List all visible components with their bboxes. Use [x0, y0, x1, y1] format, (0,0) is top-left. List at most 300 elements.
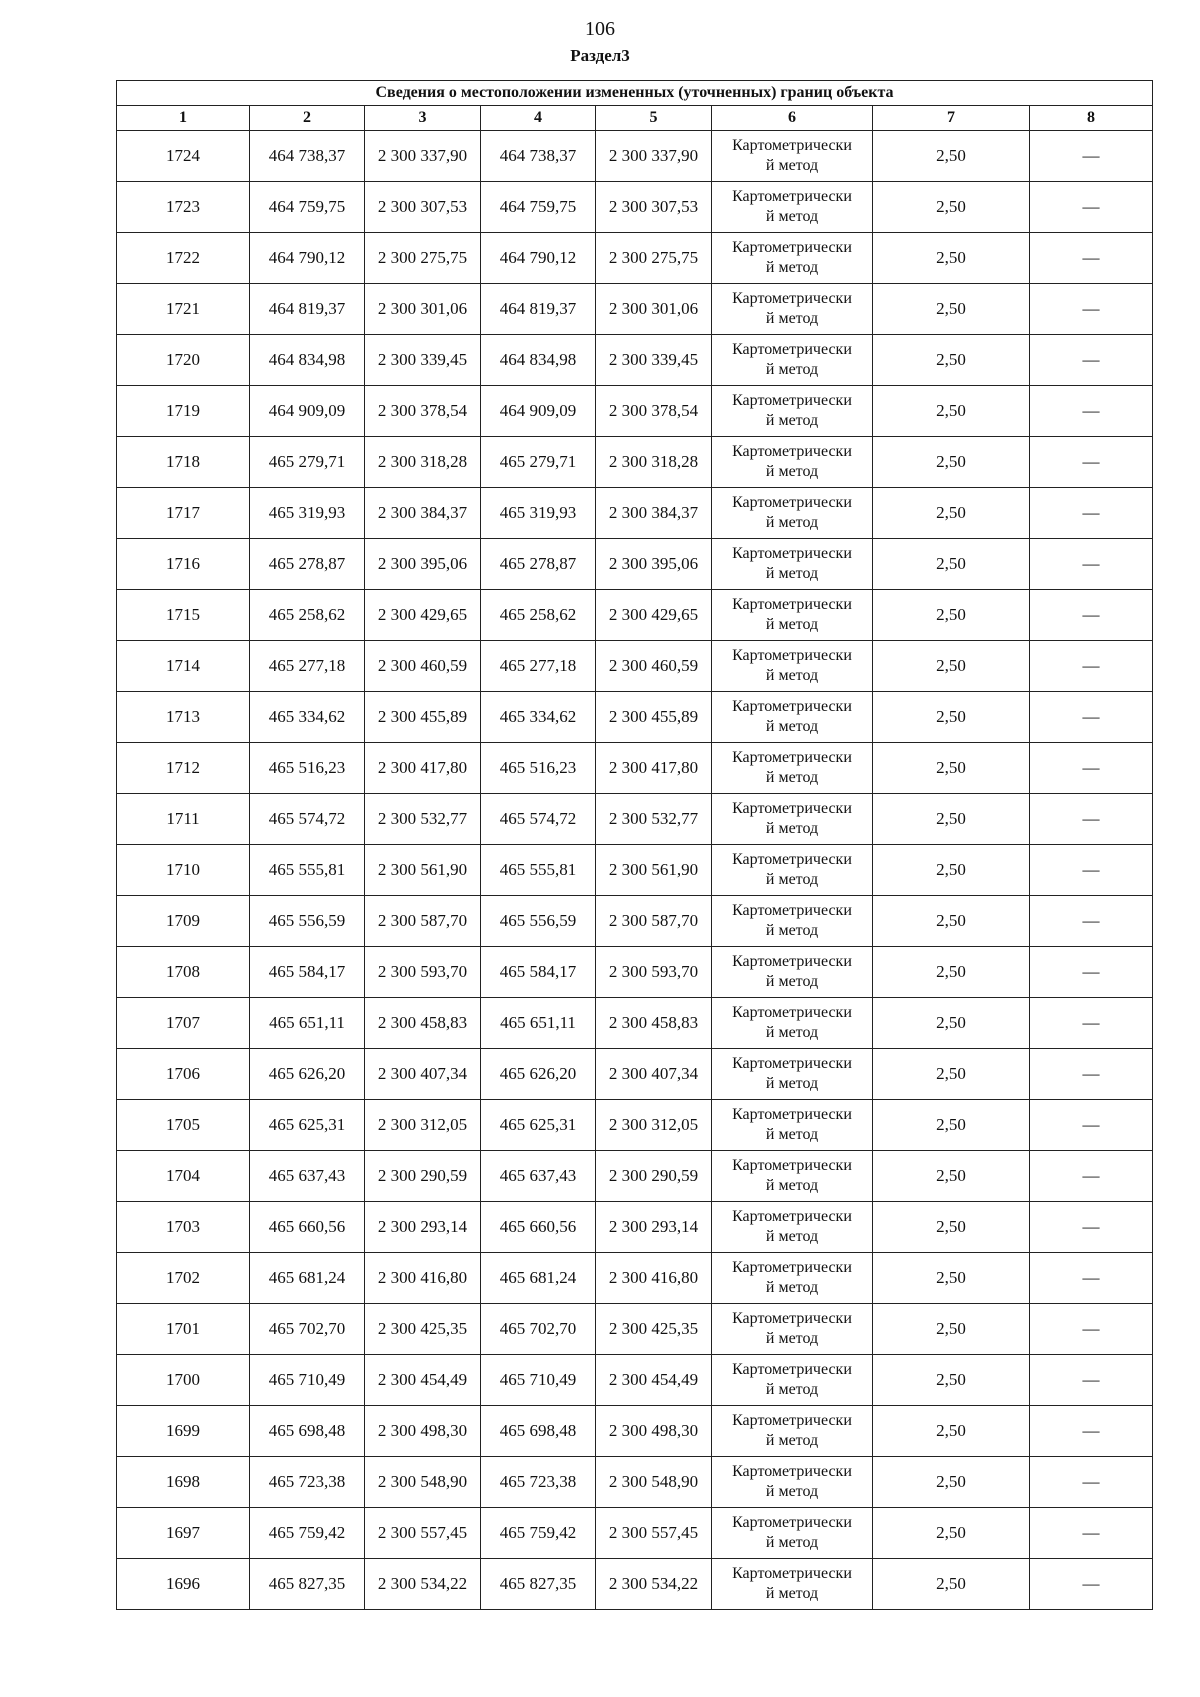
method-cell	[712, 233, 873, 284]
point-number-cell: 1715	[117, 590, 250, 641]
y-coordinate-refined-cell: 2 300 561,90	[596, 845, 712, 896]
point-number-cell: 1713	[117, 692, 250, 743]
x-coordinate-cell: 464 759,75	[250, 182, 365, 233]
description-cell: —	[1030, 335, 1153, 386]
method-text-line-1: Картометрически	[732, 137, 852, 154]
x-coordinate-cell: 465 516,23	[250, 743, 365, 794]
y-coordinate-refined-cell: 2 300 407,34	[596, 1049, 712, 1100]
method-text-line-1: Картометрически	[732, 1004, 852, 1021]
method-cell	[712, 1202, 873, 1253]
x-coordinate-refined-cell: 465 702,70	[481, 1304, 596, 1355]
table-row	[117, 692, 1153, 743]
point-number-cell: 1721	[117, 284, 250, 335]
x-coordinate-cell: 465 651,11	[250, 998, 365, 1049]
y-coordinate-refined-cell: 2 300 337,90	[596, 131, 712, 182]
method-text-line-2: й метод	[765, 1075, 819, 1092]
point-number-cell: 1719	[117, 386, 250, 437]
method-cell	[712, 1508, 873, 1559]
table-row	[117, 1457, 1153, 1508]
accuracy-cell: 2,50	[873, 794, 1030, 845]
method-text-line-1: Картометрически	[732, 1310, 852, 1327]
method-text-line-1: Картометрически	[732, 953, 852, 970]
x-coordinate-refined-cell: 465 279,71	[481, 437, 596, 488]
y-coordinate-cell: 2 300 293,14	[365, 1202, 481, 1253]
method-text-line-1: Картометрически	[732, 698, 852, 715]
x-coordinate-cell: 465 710,49	[250, 1355, 365, 1406]
method-cell	[712, 1457, 873, 1508]
method-text-line-2: й метод	[765, 1024, 819, 1041]
method-cell	[712, 692, 873, 743]
method-text-line-2: й метод	[765, 1432, 819, 1449]
method-text-line-1: Картометрически	[732, 1463, 852, 1480]
y-coordinate-refined-cell: 2 300 593,70	[596, 947, 712, 998]
method-text-line-1: Картометрически	[732, 188, 852, 205]
method-text-line-1: Картометрически	[732, 443, 852, 460]
y-coordinate-refined-cell: 2 300 498,30	[596, 1406, 712, 1457]
accuracy-cell: 2,50	[873, 896, 1030, 947]
description-cell: —	[1030, 182, 1153, 233]
method-text-line-2: й метод	[765, 1279, 819, 1296]
y-coordinate-cell: 2 300 318,28	[365, 437, 481, 488]
accuracy-cell: 2,50	[873, 488, 1030, 539]
y-coordinate-refined-cell: 2 300 429,65	[596, 590, 712, 641]
y-coordinate-refined-cell: 2 300 534,22	[596, 1559, 712, 1610]
y-coordinate-cell: 2 300 339,45	[365, 335, 481, 386]
accuracy-cell: 2,50	[873, 1100, 1030, 1151]
accuracy-cell: 2,50	[873, 1151, 1030, 1202]
method-text-line-2: й метод	[765, 820, 819, 837]
method-text-line-2: й метод	[765, 616, 819, 633]
table-row	[117, 1100, 1153, 1151]
y-coordinate-cell: 2 300 587,70	[365, 896, 481, 947]
y-coordinate-refined-cell: 2 300 301,06	[596, 284, 712, 335]
point-number-cell: 1704	[117, 1151, 250, 1202]
point-number-cell: 1710	[117, 845, 250, 896]
accuracy-cell: 2,50	[873, 1202, 1030, 1253]
y-coordinate-cell: 2 300 290,59	[365, 1151, 481, 1202]
y-coordinate-refined-cell: 2 300 548,90	[596, 1457, 712, 1508]
accuracy-cell: 2,50	[873, 1559, 1030, 1610]
point-number-cell: 1703	[117, 1202, 250, 1253]
point-number-cell: 1712	[117, 743, 250, 794]
description-cell: —	[1030, 131, 1153, 182]
point-number-cell: 1718	[117, 437, 250, 488]
x-coordinate-cell: 465 759,42	[250, 1508, 365, 1559]
method-text-line-2: й метод	[765, 463, 819, 480]
method-cell	[712, 437, 873, 488]
method-cell	[712, 386, 873, 437]
x-coordinate-cell: 465 660,56	[250, 1202, 365, 1253]
method-text-line-1: Картометрически	[732, 341, 852, 358]
table-caption: Сведения о местоположении измененных (уточненных) границ объекта	[117, 81, 1153, 106]
accuracy-cell: 2,50	[873, 437, 1030, 488]
table-row	[117, 896, 1153, 947]
x-coordinate-cell: 465 702,70	[250, 1304, 365, 1355]
method-text-line-1: Картометрически	[732, 800, 852, 817]
x-coordinate-refined-cell: 465 516,23	[481, 743, 596, 794]
description-cell: —	[1030, 794, 1153, 845]
x-coordinate-cell: 465 625,31	[250, 1100, 365, 1151]
y-coordinate-refined-cell: 2 300 339,45	[596, 335, 712, 386]
method-text-line-2: й метод	[765, 871, 819, 888]
table-row	[117, 1406, 1153, 1457]
method-text-line-1: Картометрически	[732, 290, 852, 307]
method-text-line-2: й метод	[765, 361, 819, 378]
table-row	[117, 641, 1153, 692]
y-coordinate-cell: 2 300 454,49	[365, 1355, 481, 1406]
x-coordinate-cell: 464 790,12	[250, 233, 365, 284]
x-coordinate-cell: 465 277,18	[250, 641, 365, 692]
x-coordinate-refined-cell: 464 759,75	[481, 182, 596, 233]
x-coordinate-refined-cell: 465 723,38	[481, 1457, 596, 1508]
x-coordinate-refined-cell: 465 584,17	[481, 947, 596, 998]
description-cell: —	[1030, 1508, 1153, 1559]
y-coordinate-cell: 2 300 301,06	[365, 284, 481, 335]
description-cell: —	[1030, 437, 1153, 488]
table-row	[117, 1049, 1153, 1100]
y-coordinate-refined-cell: 2 300 587,70	[596, 896, 712, 947]
method-cell	[712, 131, 873, 182]
method-text-line-2: й метод	[765, 922, 819, 939]
column-number: 1	[117, 106, 250, 131]
x-coordinate-refined-cell: 465 278,87	[481, 539, 596, 590]
x-coordinate-cell: 465 278,87	[250, 539, 365, 590]
accuracy-cell: 2,50	[873, 335, 1030, 386]
method-text-line-1: Картометрически	[732, 902, 852, 919]
method-cell	[712, 1151, 873, 1202]
description-cell: —	[1030, 1253, 1153, 1304]
accuracy-cell: 2,50	[873, 539, 1030, 590]
description-cell: —	[1030, 590, 1153, 641]
method-cell	[712, 641, 873, 692]
y-coordinate-cell: 2 300 416,80	[365, 1253, 481, 1304]
x-coordinate-refined-cell: 465 319,93	[481, 488, 596, 539]
method-text-line-2: й метод	[765, 1228, 819, 1245]
y-coordinate-cell: 2 300 498,30	[365, 1406, 481, 1457]
x-coordinate-refined-cell: 465 334,62	[481, 692, 596, 743]
method-text-line-1: Картометрически	[732, 647, 852, 664]
method-cell	[712, 1304, 873, 1355]
y-coordinate-cell: 2 300 384,37	[365, 488, 481, 539]
table-row	[117, 590, 1153, 641]
table-row	[117, 131, 1153, 182]
x-coordinate-cell: 464 819,37	[250, 284, 365, 335]
x-coordinate-cell: 465 723,38	[250, 1457, 365, 1508]
description-cell: —	[1030, 1355, 1153, 1406]
point-number-cell: 1722	[117, 233, 250, 284]
table-row	[117, 1202, 1153, 1253]
method-text-line-2: й метод	[765, 514, 819, 531]
accuracy-cell: 2,50	[873, 1508, 1030, 1559]
method-cell	[712, 488, 873, 539]
accuracy-cell: 2,50	[873, 233, 1030, 284]
x-coordinate-refined-cell: 464 819,37	[481, 284, 596, 335]
table-row	[117, 284, 1153, 335]
column-number: 6	[712, 106, 873, 131]
y-coordinate-refined-cell: 2 300 458,83	[596, 998, 712, 1049]
table-row	[117, 386, 1153, 437]
method-text-line-1: Картометрически	[732, 1565, 852, 1582]
x-coordinate-refined-cell: 465 710,49	[481, 1355, 596, 1406]
method-text-line-2: й метод	[765, 1330, 819, 1347]
x-coordinate-refined-cell: 464 790,12	[481, 233, 596, 284]
page-number: 106	[585, 18, 615, 40]
y-coordinate-cell: 2 300 425,35	[365, 1304, 481, 1355]
y-coordinate-refined-cell: 2 300 378,54	[596, 386, 712, 437]
method-text-line-1: Картометрически	[732, 851, 852, 868]
column-number: 3	[365, 106, 481, 131]
x-coordinate-cell: 464 738,37	[250, 131, 365, 182]
point-number-cell: 1698	[117, 1457, 250, 1508]
x-coordinate-cell: 465 637,43	[250, 1151, 365, 1202]
y-coordinate-refined-cell: 2 300 384,37	[596, 488, 712, 539]
y-coordinate-refined-cell: 2 300 290,59	[596, 1151, 712, 1202]
description-cell: —	[1030, 641, 1153, 692]
point-number-cell: 1711	[117, 794, 250, 845]
point-number-cell: 1724	[117, 131, 250, 182]
description-cell: —	[1030, 998, 1153, 1049]
accuracy-cell: 2,50	[873, 692, 1030, 743]
description-cell: —	[1030, 1151, 1153, 1202]
y-coordinate-cell: 2 300 395,06	[365, 539, 481, 590]
accuracy-cell: 2,50	[873, 1457, 1030, 1508]
y-coordinate-cell: 2 300 458,83	[365, 998, 481, 1049]
y-coordinate-refined-cell: 2 300 425,35	[596, 1304, 712, 1355]
table-row	[117, 1355, 1153, 1406]
x-coordinate-cell: 465 279,71	[250, 437, 365, 488]
table-caption-row	[117, 81, 1153, 106]
method-cell	[712, 998, 873, 1049]
description-cell: —	[1030, 284, 1153, 335]
accuracy-cell: 2,50	[873, 284, 1030, 335]
method-text-line-1: Картометрически	[732, 1106, 852, 1123]
method-cell	[712, 1100, 873, 1151]
method-cell	[712, 1406, 873, 1457]
method-text-line-1: Картометрически	[732, 1259, 852, 1276]
accuracy-cell: 2,50	[873, 845, 1030, 896]
accuracy-cell: 2,50	[873, 1406, 1030, 1457]
description-cell: —	[1030, 692, 1153, 743]
y-coordinate-cell: 2 300 337,90	[365, 131, 481, 182]
method-text-line-1: Картометрически	[732, 1055, 852, 1072]
x-coordinate-refined-cell: 465 574,72	[481, 794, 596, 845]
y-coordinate-cell: 2 300 429,65	[365, 590, 481, 641]
method-text-line-2: й метод	[765, 310, 819, 327]
x-coordinate-refined-cell: 465 759,42	[481, 1508, 596, 1559]
method-text-line-2: й метод	[765, 1126, 819, 1143]
method-text-line-2: й метод	[765, 1534, 819, 1551]
column-number: 2	[250, 106, 365, 131]
y-coordinate-cell: 2 300 561,90	[365, 845, 481, 896]
method-text-line-2: й метод	[765, 412, 819, 429]
x-coordinate-refined-cell: 464 909,09	[481, 386, 596, 437]
table-row	[117, 1253, 1153, 1304]
y-coordinate-refined-cell: 2 300 454,49	[596, 1355, 712, 1406]
x-coordinate-cell: 465 681,24	[250, 1253, 365, 1304]
method-cell	[712, 845, 873, 896]
table-row	[117, 233, 1153, 284]
x-coordinate-cell: 464 909,09	[250, 386, 365, 437]
table-row	[117, 182, 1153, 233]
y-coordinate-refined-cell: 2 300 395,06	[596, 539, 712, 590]
method-text-line-1: Картометрически	[732, 494, 852, 511]
y-coordinate-cell: 2 300 417,80	[365, 743, 481, 794]
y-coordinate-cell: 2 300 534,22	[365, 1559, 481, 1610]
method-text-line-1: Картометрически	[732, 1514, 852, 1531]
x-coordinate-cell: 465 334,62	[250, 692, 365, 743]
y-coordinate-cell: 2 300 455,89	[365, 692, 481, 743]
point-number-cell: 1720	[117, 335, 250, 386]
y-coordinate-refined-cell: 2 300 318,28	[596, 437, 712, 488]
table-row	[117, 998, 1153, 1049]
description-cell: —	[1030, 845, 1153, 896]
table-body	[117, 131, 1153, 1610]
method-text-line-1: Картометрически	[732, 596, 852, 613]
method-cell	[712, 284, 873, 335]
y-coordinate-refined-cell: 2 300 275,75	[596, 233, 712, 284]
table-row	[117, 794, 1153, 845]
column-number: 7	[873, 106, 1030, 131]
y-coordinate-refined-cell: 2 300 293,14	[596, 1202, 712, 1253]
point-number-cell: 1716	[117, 539, 250, 590]
table-row	[117, 1508, 1153, 1559]
method-text-line-2: й метод	[765, 1585, 819, 1602]
description-cell: —	[1030, 386, 1153, 437]
x-coordinate-cell: 465 556,59	[250, 896, 365, 947]
table-row	[117, 1151, 1153, 1202]
x-coordinate-refined-cell: 465 637,43	[481, 1151, 596, 1202]
point-number-cell: 1709	[117, 896, 250, 947]
point-number-cell: 1717	[117, 488, 250, 539]
x-coordinate-cell: 465 555,81	[250, 845, 365, 896]
table-row	[117, 743, 1153, 794]
method-text-line-2: й метод	[765, 565, 819, 582]
method-text-line-2: й метод	[765, 769, 819, 786]
method-cell	[712, 590, 873, 641]
method-text-line-1: Картометрически	[732, 1208, 852, 1225]
description-cell: —	[1030, 947, 1153, 998]
point-number-cell: 1700	[117, 1355, 250, 1406]
method-cell	[712, 947, 873, 998]
method-cell	[712, 539, 873, 590]
table-row	[117, 335, 1153, 386]
point-number-cell: 1705	[117, 1100, 250, 1151]
description-cell: —	[1030, 1406, 1153, 1457]
column-number: 5	[596, 106, 712, 131]
accuracy-cell: 2,50	[873, 1049, 1030, 1100]
accuracy-cell: 2,50	[873, 998, 1030, 1049]
y-coordinate-cell: 2 300 557,45	[365, 1508, 481, 1559]
method-text-line-2: й метод	[765, 157, 819, 174]
y-coordinate-cell: 2 300 378,54	[365, 386, 481, 437]
x-coordinate-refined-cell: 465 625,31	[481, 1100, 596, 1151]
x-coordinate-refined-cell: 465 277,18	[481, 641, 596, 692]
table-row	[117, 437, 1153, 488]
description-cell: —	[1030, 896, 1153, 947]
section-title: Раздел3	[570, 46, 630, 65]
y-coordinate-cell: 2 300 307,53	[365, 182, 481, 233]
method-text-line-2: й метод	[765, 259, 819, 276]
point-number-cell: 1696	[117, 1559, 250, 1610]
method-text-line-2: й метод	[765, 1483, 819, 1500]
y-coordinate-cell: 2 300 460,59	[365, 641, 481, 692]
accuracy-cell: 2,50	[873, 1304, 1030, 1355]
accuracy-cell: 2,50	[873, 641, 1030, 692]
method-cell	[712, 335, 873, 386]
description-cell: —	[1030, 1202, 1153, 1253]
method-text-line-1: Картометрически	[732, 545, 852, 562]
y-coordinate-refined-cell: 2 300 455,89	[596, 692, 712, 743]
x-coordinate-refined-cell: 465 555,81	[481, 845, 596, 896]
point-number-cell: 1723	[117, 182, 250, 233]
x-coordinate-refined-cell: 465 698,48	[481, 1406, 596, 1457]
description-cell: —	[1030, 1304, 1153, 1355]
column-number: 8	[1030, 106, 1153, 131]
method-text-line-2: й метод	[765, 667, 819, 684]
method-cell	[712, 182, 873, 233]
table-row	[117, 1559, 1153, 1610]
y-coordinate-cell: 2 300 593,70	[365, 947, 481, 998]
x-coordinate-refined-cell: 465 626,20	[481, 1049, 596, 1100]
point-number-cell: 1707	[117, 998, 250, 1049]
x-coordinate-cell: 465 584,17	[250, 947, 365, 998]
method-text-line-2: й метод	[765, 1381, 819, 1398]
x-coordinate-refined-cell: 465 258,62	[481, 590, 596, 641]
accuracy-cell: 2,50	[873, 131, 1030, 182]
method-text-line-2: й метод	[765, 208, 819, 225]
description-cell: —	[1030, 1100, 1153, 1151]
point-number-cell: 1699	[117, 1406, 250, 1457]
x-coordinate-refined-cell: 465 651,11	[481, 998, 596, 1049]
point-number-cell: 1697	[117, 1508, 250, 1559]
method-text-line-1: Картометрически	[732, 749, 852, 766]
description-cell: —	[1030, 539, 1153, 590]
description-cell: —	[1030, 1559, 1153, 1610]
y-coordinate-refined-cell: 2 300 416,80	[596, 1253, 712, 1304]
accuracy-cell: 2,50	[873, 1253, 1030, 1304]
x-coordinate-cell: 465 258,62	[250, 590, 365, 641]
description-cell: —	[1030, 233, 1153, 284]
y-coordinate-refined-cell: 2 300 312,05	[596, 1100, 712, 1151]
method-cell	[712, 1049, 873, 1100]
x-coordinate-cell: 465 319,93	[250, 488, 365, 539]
accuracy-cell: 2,50	[873, 386, 1030, 437]
y-coordinate-refined-cell: 2 300 557,45	[596, 1508, 712, 1559]
point-number-cell: 1714	[117, 641, 250, 692]
description-cell: —	[1030, 1457, 1153, 1508]
x-coordinate-refined-cell: 465 827,35	[481, 1559, 596, 1610]
method-text-line-1: Картометрически	[732, 239, 852, 256]
y-coordinate-cell: 2 300 275,75	[365, 233, 481, 284]
method-cell	[712, 794, 873, 845]
x-coordinate-cell: 465 626,20	[250, 1049, 365, 1100]
x-coordinate-refined-cell: 464 834,98	[481, 335, 596, 386]
description-cell: —	[1030, 1049, 1153, 1100]
y-coordinate-cell: 2 300 312,05	[365, 1100, 481, 1151]
x-coordinate-cell: 464 834,98	[250, 335, 365, 386]
description-cell: —	[1030, 743, 1153, 794]
x-coordinate-refined-cell: 465 681,24	[481, 1253, 596, 1304]
accuracy-cell: 2,50	[873, 590, 1030, 641]
y-coordinate-cell: 2 300 407,34	[365, 1049, 481, 1100]
point-number-cell: 1708	[117, 947, 250, 998]
accuracy-cell: 2,50	[873, 1355, 1030, 1406]
accuracy-cell: 2,50	[873, 947, 1030, 998]
method-text-line-1: Картометрически	[732, 392, 852, 409]
column-number-row	[117, 106, 1153, 131]
method-cell	[712, 1253, 873, 1304]
table-row	[117, 1304, 1153, 1355]
